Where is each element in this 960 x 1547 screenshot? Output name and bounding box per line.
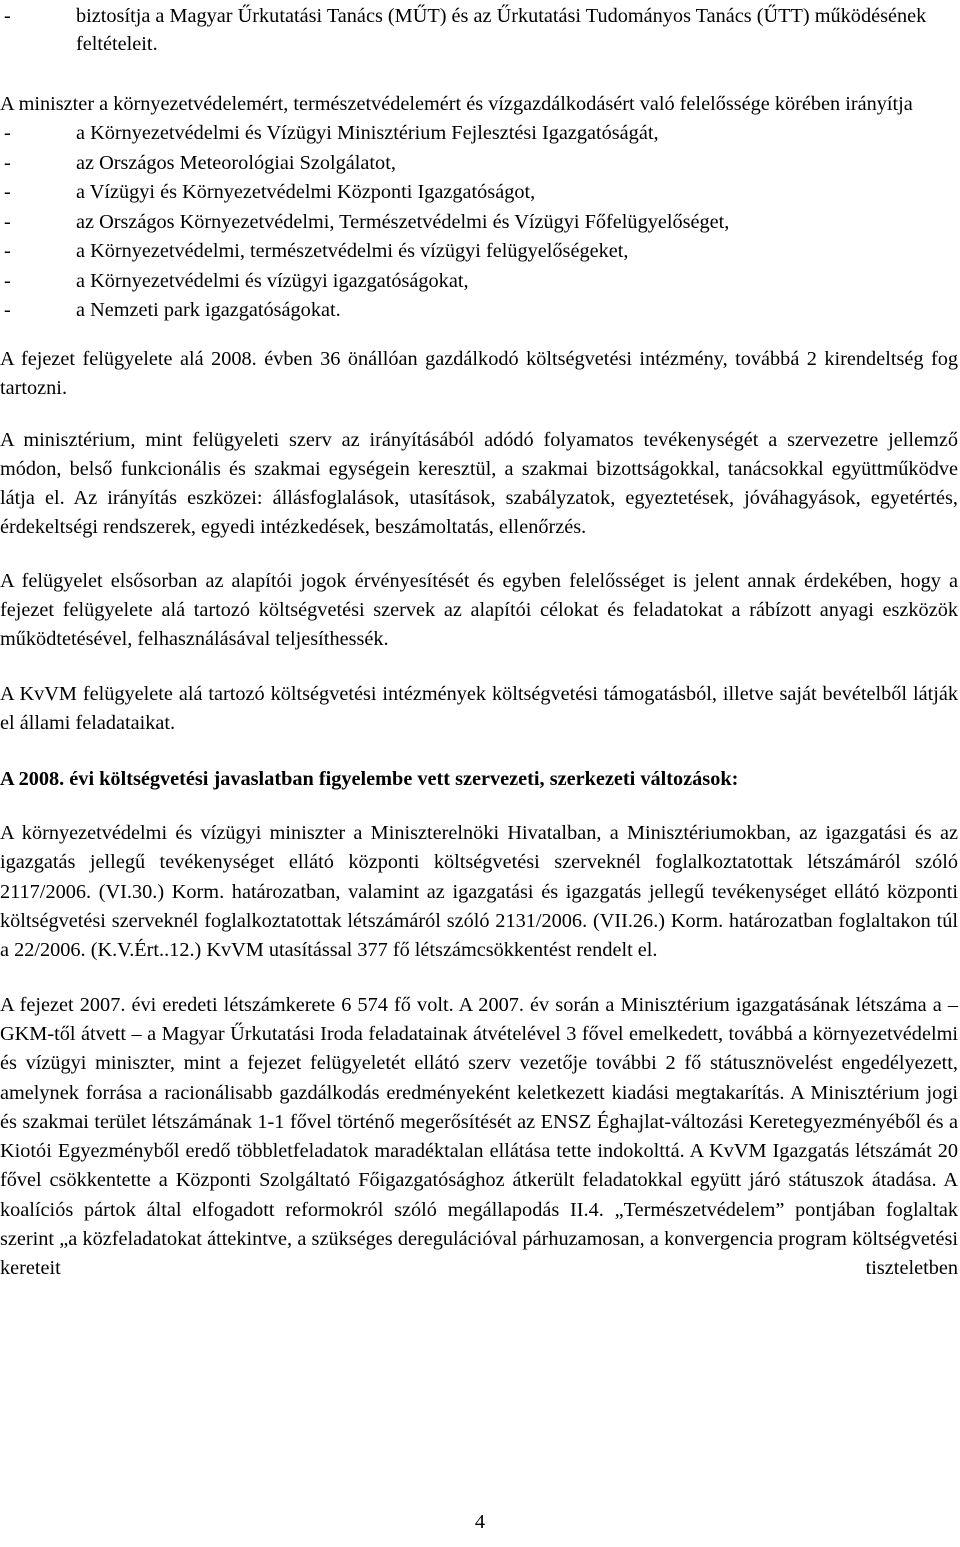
list-item — [0, 149, 958, 179]
list-item — [0, 237, 958, 267]
list-item — [0, 178, 958, 208]
section-heading: A 2008. évi költségvetési javaslatban figyelembe vett szervezeti, szerkezeti változások: — [0, 768, 739, 791]
page-number: 4 — [474, 1511, 486, 1533]
list-item-text: az Országos Meteorológiai Szolgálatot, — [76, 151, 396, 174]
institutions-paragraph: A fejezet felügyelete alá 2008. évben 36 önállóan gazdálkodó költségvetési intézmény, továbbá 2 kirendeltség fog tartozni. — [0, 347, 958, 399]
list-item-text: az Országos Környezetvédelmi, Természetvédelmi és Vízügyi Főfelügyelőséget, — [76, 210, 730, 233]
intro-list-item — [0, 2, 958, 58]
directed-bodies-list — [0, 119, 958, 326]
headcount-frame-paragraph: A fejezet 2007. évi eredeti létszámkerete 6 574 fő volt. A 2007. év során a Minisztérium igazgatásának létszáma a – GKM-től átvett – a Magyar Űrkutatási Iroda feladatainak átvételével 3 fővel emelkedett, továbbá a környezetvédelmi és vízügyi miniszter, mint a fejezet felügyeletét ellátó szerv vezetője további 2 fő státusznövelést engedélyezett, amelynek forrása a racionálisabb gazdálkodás eredményeként keletkezett kiadási megtakarítás. A Minisztérium jogi és szakmai terület létszámának 1-1 fővel történő megerősítését az ENSZ Éghajlat-változási Keretegyezményéből és a Kiotói Egyezményből eredő többletfeladatok maradéktalan ellátása tette indokolttá. A KvVM Igazgatás létszámát 20 fővel csökkentette a Központi Szolgáltató Főigazgatósághoz átkerült feladatokkal együtt járó státuszok átadása. A koalíciós pártok által elfogadott reformokról szóló megállapodás II.4. „Természetvédelem” pontjában foglaltak szerint „a közfeladatokat áttekintve, a szükséges deregulációval párhuzamosan, a konvergencia program költségvetési kereteit tiszteletben — [0, 993, 958, 1280]
list-item — [0, 208, 958, 238]
list-dash: - — [4, 210, 11, 233]
list-dash: - — [4, 151, 11, 174]
supervision-paragraph: A felügyelet elsősorban az alapítói jogok érvényesítését és egyben felelősséget is jelent annak érdekében, hogy a fejezet felügyelete alá tartozó költségvetési szervek az alapítói célokat és feladatokat a rábízott anyagi eszközök működtetésével, felhasználásával teljesíthessék. — [0, 569, 958, 651]
list-item — [0, 267, 958, 297]
list-dash: - — [4, 5, 11, 27]
ministry-role-paragraph: A minisztérium, mint felügyeleti szerv az irányításából adódó folyamatos tevékenységét a szervezetre jellemző módon, belső funkcionális és szakmai egységein keresztül, a szakmai bizottságokkal, tanácsokkal együttműködve látja el. Az irányítás eszközei: állásfoglalások, utasítások, szabályzatok, egyeztetések, jóváhagyások, egyetértés, érdekeltségi rendszerek, egyedi intézkedések, beszámoltatás, ellenőrzés. — [0, 428, 958, 539]
minister-intro-paragraph: A miniszter a környezetvédelemért, természetvédelemért és vízgazdálkodásért való felelőssége körében irányítja — [0, 93, 913, 115]
funding-paragraph: A KvVM felügyelete alá tartozó költségvetési intézmények költségvetési támogatásból, illetve saját bevételből látják el állami feladataikat. — [0, 682, 958, 734]
list-item — [0, 296, 958, 326]
list-item — [0, 119, 958, 149]
list-item-text: biztosítja a Magyar Űrkutatási Tanács (MŰT) és az Űrkutatási Tudományos Tanács (ŰTT) működésének feltételeit. — [76, 5, 927, 55]
headcount-reduction-paragraph: A környezetvédelmi és vízügyi miniszter a Miniszterelnöki Hivatalban, a Minisztériumokban, az igazgatási és az igazgatás jellegű tevékenységet ellátó központi költségvetési szerveknél foglalkoztatottak létszámáról szóló 2117/2006. (VI.30.) Korm. határozatban, valamint az igazgatási és igazgatás jellegű tevékenységet ellátó központi költségvetési szerveknél foglalkoztatottak létszámáról szóló 2131/2006. (VII.26.) Korm. határozatban foglaltakon túl a 22/2006. (K.V.Ért..12.) KvVM utasítással 377 fő létszámcsökkentést rendelt el. — [0, 822, 958, 962]
list-dash: - — [4, 240, 11, 262]
list-dash: - — [4, 299, 11, 321]
list-item-text: a Környezetvédelmi, természetvédelmi és vízügyi felügyelőségeket, — [76, 240, 629, 262]
list-item-text: a Környezetvédelmi és vízügyi igazgatóságokat, — [76, 269, 469, 292]
list-dash: - — [4, 269, 11, 292]
list-item-text: a Nemzeti park igazgatóságokat. — [76, 299, 341, 321]
list-item-text: a Vízügyi és Környezetvédelmi Központi Igazgatóságot, — [76, 181, 536, 203]
list-item-text: a Környezetvédelmi és Vízügyi Minisztérium Fejlesztési Igazgatóságát, — [76, 122, 659, 144]
list-dash: - — [4, 122, 11, 144]
list-dash: - — [4, 181, 11, 203]
